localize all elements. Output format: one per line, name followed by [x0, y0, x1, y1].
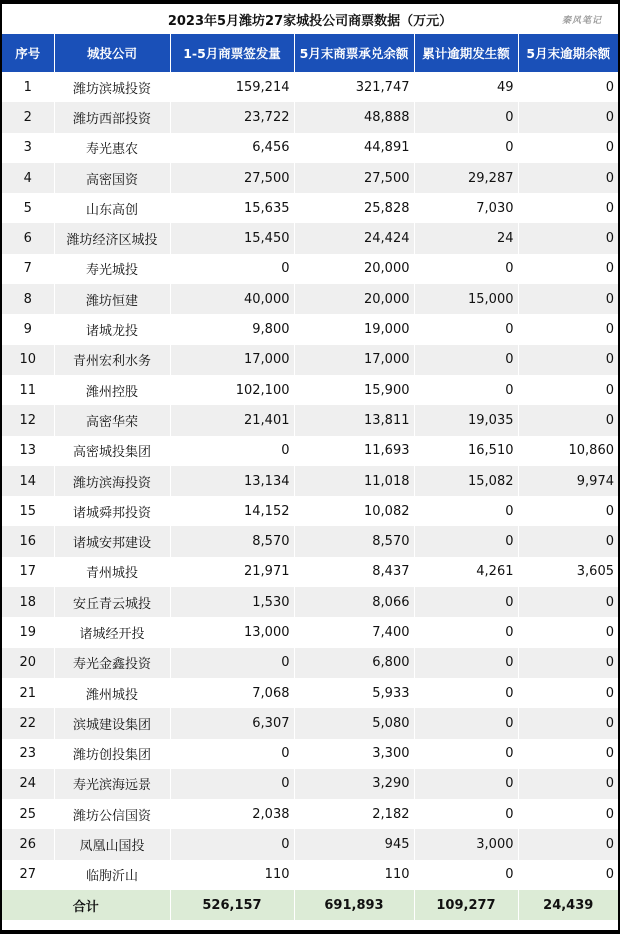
row-index: 22 [2, 708, 54, 738]
row-index: 23 [2, 739, 54, 769]
company-name: 寿光金鑫投资 [54, 648, 170, 678]
row-index: 19 [2, 617, 54, 647]
overdue-amount-cell: 0 [414, 799, 518, 829]
overdue-balance-cell: 0 [518, 133, 618, 163]
acceptance-balance-cell: 2,182 [294, 799, 414, 829]
table-row [2, 133, 618, 163]
row-index: 24 [2, 769, 54, 799]
issuance-cell: 21,401 [170, 405, 294, 435]
overdue-amount-cell: 49 [414, 72, 518, 102]
table-row [2, 860, 618, 890]
acceptance-balance-cell: 3,300 [294, 739, 414, 769]
overdue-balance-cell: 0 [518, 375, 618, 405]
overdue-amount-cell: 16,510 [414, 436, 518, 466]
overdue-amount-cell: 0 [414, 860, 518, 890]
acceptance-balance-cell: 19,000 [294, 314, 414, 344]
total-label: 合计 [2, 890, 170, 920]
overdue-balance-cell: 0 [518, 678, 618, 708]
table-row [2, 496, 618, 526]
issuance-cell: 23,722 [170, 102, 294, 132]
row-index: 14 [2, 466, 54, 496]
table-row [2, 72, 618, 102]
overdue-balance-cell: 0 [518, 193, 618, 223]
company-name: 诸城安邦建设 [54, 526, 170, 556]
issuance-cell: 17,000 [170, 345, 294, 375]
issuance-cell: 6,307 [170, 708, 294, 738]
watermark: 秦风笔记 [561, 16, 602, 26]
company-name: 诸城经开投 [54, 617, 170, 647]
company-name: 潍坊滨城投资 [54, 72, 170, 102]
table-row [2, 587, 618, 617]
row-index: 11 [2, 375, 54, 405]
acceptance-balance-cell: 24,424 [294, 223, 414, 253]
total-row [2, 890, 618, 920]
table-header [2, 34, 618, 72]
acceptance-balance-cell: 110 [294, 860, 414, 890]
issuance-cell: 15,450 [170, 223, 294, 253]
header-row [2, 34, 618, 72]
table-row [2, 617, 618, 647]
company-name: 潍坊滨海投资 [54, 466, 170, 496]
overdue-amount-cell: 0 [414, 375, 518, 405]
table-row [2, 769, 618, 799]
overdue-amount-cell: 15,000 [414, 284, 518, 314]
company-name: 潍坊经济区城投 [54, 223, 170, 253]
total-issuance: 526,157 [170, 890, 294, 920]
overdue-amount-cell: 0 [414, 587, 518, 617]
table-row [2, 648, 618, 678]
row-index: 5 [2, 193, 54, 223]
table-row [2, 345, 618, 375]
header-index: 序号 [2, 34, 54, 72]
overdue-balance-cell: 0 [518, 769, 618, 799]
acceptance-balance-cell: 44,891 [294, 133, 414, 163]
company-name: 诸城舜邦投资 [54, 496, 170, 526]
row-index: 3 [2, 133, 54, 163]
overdue-amount-cell: 0 [414, 678, 518, 708]
row-index: 18 [2, 587, 54, 617]
row-index: 15 [2, 496, 54, 526]
issuance-cell: 0 [170, 648, 294, 678]
table-row [2, 223, 618, 253]
overdue-amount-cell: 0 [414, 314, 518, 344]
table-row [2, 436, 618, 466]
total-overdue-balance: 24,439 [518, 890, 618, 920]
header-overdue-balance: 5月末逾期余额 [518, 34, 618, 72]
overdue-amount-cell: 0 [414, 345, 518, 375]
row-index: 7 [2, 254, 54, 284]
issuance-cell: 2,038 [170, 799, 294, 829]
overdue-balance-cell: 10,860 [518, 436, 618, 466]
company-name: 潍州控股 [54, 375, 170, 405]
table-row [2, 466, 618, 496]
table-row [2, 708, 618, 738]
company-name: 高密华荣 [54, 405, 170, 435]
row-index: 6 [2, 223, 54, 253]
data-table [2, 34, 618, 920]
header-acceptance-balance: 5月末商票承兑余额 [294, 34, 414, 72]
issuance-cell: 9,800 [170, 314, 294, 344]
issuance-cell: 40,000 [170, 284, 294, 314]
issuance-cell: 7,068 [170, 678, 294, 708]
issuance-cell: 0 [170, 254, 294, 284]
acceptance-balance-cell: 945 [294, 829, 414, 859]
overdue-amount-cell: 0 [414, 526, 518, 556]
overdue-balance-cell: 0 [518, 860, 618, 890]
table-row [2, 557, 618, 587]
row-index: 8 [2, 284, 54, 314]
issuance-cell: 110 [170, 860, 294, 890]
title-bar [2, 4, 618, 34]
row-index: 26 [2, 829, 54, 859]
overdue-balance-cell: 0 [518, 526, 618, 556]
company-name: 诸城龙投 [54, 314, 170, 344]
acceptance-balance-cell: 25,828 [294, 193, 414, 223]
table-title: 2023年5月潍坊27家城投公司商票数据（万元） [167, 13, 453, 29]
overdue-amount-cell: 24 [414, 223, 518, 253]
acceptance-balance-cell: 20,000 [294, 254, 414, 284]
overdue-balance-cell: 0 [518, 284, 618, 314]
acceptance-balance-cell: 13,811 [294, 405, 414, 435]
row-index: 2 [2, 102, 54, 132]
row-index: 9 [2, 314, 54, 344]
acceptance-balance-cell: 20,000 [294, 284, 414, 314]
overdue-balance-cell: 0 [518, 314, 618, 344]
overdue-balance-cell: 0 [518, 799, 618, 829]
acceptance-balance-cell: 17,000 [294, 345, 414, 375]
company-name: 高密国资 [54, 163, 170, 193]
company-name: 寿光滨海远景 [54, 769, 170, 799]
row-index: 25 [2, 799, 54, 829]
overdue-balance-cell: 0 [518, 739, 618, 769]
overdue-amount-cell: 0 [414, 102, 518, 132]
table-row [2, 829, 618, 859]
issuance-cell: 21,971 [170, 557, 294, 587]
row-index: 4 [2, 163, 54, 193]
overdue-balance-cell: 0 [518, 708, 618, 738]
overdue-amount-cell: 0 [414, 496, 518, 526]
overdue-balance-cell: 9,974 [518, 466, 618, 496]
issuance-cell: 0 [170, 769, 294, 799]
table-footer [2, 890, 618, 920]
overdue-amount-cell: 0 [414, 617, 518, 647]
overdue-amount-cell: 3,000 [414, 829, 518, 859]
company-name: 滨城建设集团 [54, 708, 170, 738]
overdue-amount-cell: 0 [414, 708, 518, 738]
acceptance-balance-cell: 8,066 [294, 587, 414, 617]
company-name: 青州城投 [54, 557, 170, 587]
issuance-cell: 8,570 [170, 526, 294, 556]
overdue-balance-cell: 0 [518, 829, 618, 859]
row-index: 10 [2, 345, 54, 375]
table-row [2, 102, 618, 132]
header-overdue-amount: 累计逾期发生额 [414, 34, 518, 72]
company-name: 潍坊西部投资 [54, 102, 170, 132]
acceptance-balance-cell: 5,933 [294, 678, 414, 708]
overdue-amount-cell: 0 [414, 769, 518, 799]
issuance-cell: 102,100 [170, 375, 294, 405]
company-name: 山东高创 [54, 193, 170, 223]
row-index: 13 [2, 436, 54, 466]
acceptance-balance-cell: 8,570 [294, 526, 414, 556]
company-name: 潍坊恒建 [54, 284, 170, 314]
issuance-cell: 14,152 [170, 496, 294, 526]
overdue-balance-cell: 0 [518, 72, 618, 102]
table-row [2, 678, 618, 708]
table-row [2, 314, 618, 344]
issuance-cell: 13,000 [170, 617, 294, 647]
overdue-amount-cell: 4,261 [414, 557, 518, 587]
row-index: 20 [2, 648, 54, 678]
table-row [2, 405, 618, 435]
issuance-cell: 15,635 [170, 193, 294, 223]
total-acceptance-balance: 691,893 [294, 890, 414, 920]
row-index: 1 [2, 72, 54, 102]
table-row [2, 254, 618, 284]
overdue-balance-cell: 0 [518, 345, 618, 375]
company-name: 青州宏利水务 [54, 345, 170, 375]
table-row [2, 526, 618, 556]
company-name: 寿光城投 [54, 254, 170, 284]
issuance-cell: 159,214 [170, 72, 294, 102]
overdue-balance-cell: 3,605 [518, 557, 618, 587]
table-row [2, 163, 618, 193]
table-row [2, 193, 618, 223]
row-index: 27 [2, 860, 54, 890]
acceptance-balance-cell: 15,900 [294, 375, 414, 405]
overdue-amount-cell: 0 [414, 648, 518, 678]
overdue-balance-cell: 0 [518, 102, 618, 132]
table-row [2, 375, 618, 405]
acceptance-balance-cell: 3,290 [294, 769, 414, 799]
table-row [2, 799, 618, 829]
header-company: 城投公司 [54, 34, 170, 72]
issuance-cell: 0 [170, 436, 294, 466]
issuance-cell: 6,456 [170, 133, 294, 163]
overdue-amount-cell: 29,287 [414, 163, 518, 193]
overdue-amount-cell: 0 [414, 254, 518, 284]
issuance-cell: 13,134 [170, 466, 294, 496]
acceptance-balance-cell: 11,693 [294, 436, 414, 466]
overdue-balance-cell: 0 [518, 223, 618, 253]
row-index: 17 [2, 557, 54, 587]
company-name: 安丘青云城投 [54, 587, 170, 617]
company-name: 凤凰山国投 [54, 829, 170, 859]
overdue-amount-cell: 0 [414, 739, 518, 769]
table-row [2, 739, 618, 769]
row-index: 21 [2, 678, 54, 708]
table-row [2, 284, 618, 314]
acceptance-balance-cell: 10,082 [294, 496, 414, 526]
overdue-amount-cell: 0 [414, 133, 518, 163]
overdue-balance-cell: 0 [518, 163, 618, 193]
overdue-balance-cell: 0 [518, 617, 618, 647]
acceptance-balance-cell: 11,018 [294, 466, 414, 496]
row-index: 16 [2, 526, 54, 556]
issuance-cell: 0 [170, 829, 294, 859]
table-body [2, 72, 618, 890]
acceptance-balance-cell: 7,400 [294, 617, 414, 647]
company-name: 寿光惠农 [54, 133, 170, 163]
data-sheet [2, 4, 618, 930]
company-name: 潍州城投 [54, 678, 170, 708]
overdue-balance-cell: 0 [518, 254, 618, 284]
acceptance-balance-cell: 6,800 [294, 648, 414, 678]
header-issuance: 1-5月商票签发量 [170, 34, 294, 72]
acceptance-balance-cell: 8,437 [294, 557, 414, 587]
acceptance-balance-cell: 48,888 [294, 102, 414, 132]
company-name: 高密城投集团 [54, 436, 170, 466]
acceptance-balance-cell: 27,500 [294, 163, 414, 193]
overdue-balance-cell: 0 [518, 496, 618, 526]
acceptance-balance-cell: 5,080 [294, 708, 414, 738]
overdue-amount-cell: 19,035 [414, 405, 518, 435]
total-overdue-amount: 109,277 [414, 890, 518, 920]
overdue-balance-cell: 0 [518, 405, 618, 435]
issuance-cell: 1,530 [170, 587, 294, 617]
issuance-cell: 27,500 [170, 163, 294, 193]
issuance-cell: 0 [170, 739, 294, 769]
row-index: 12 [2, 405, 54, 435]
company-name: 潍坊公信国资 [54, 799, 170, 829]
company-name: 潍坊创投集团 [54, 739, 170, 769]
overdue-amount-cell: 7,030 [414, 193, 518, 223]
overdue-amount-cell: 15,082 [414, 466, 518, 496]
overdue-balance-cell: 0 [518, 648, 618, 678]
company-name: 临朐沂山 [54, 860, 170, 890]
overdue-balance-cell: 0 [518, 587, 618, 617]
acceptance-balance-cell: 321,747 [294, 72, 414, 102]
